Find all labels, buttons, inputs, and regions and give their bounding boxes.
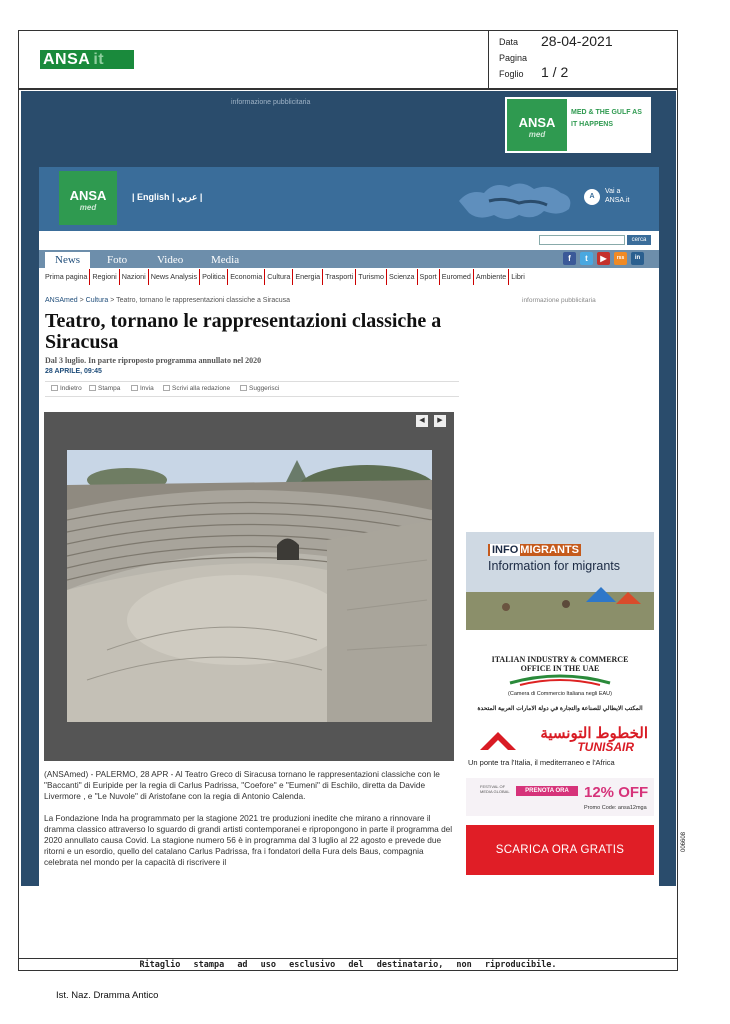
- tab-video[interactable]: Video: [157, 254, 184, 266]
- nav-scienza[interactable]: Scienza: [387, 269, 418, 285]
- tunisair-slogan: Un ponte tra l'Italia, il mediterraneo e l'Africa: [468, 758, 615, 767]
- nav-regioni[interactable]: Regioni: [90, 269, 119, 285]
- infomigrants-tagline: Information for migrants: [488, 559, 621, 573]
- web-page-clip: [21, 91, 676, 886]
- book-now-button[interactable]: PRENOTA ORA: [516, 786, 578, 796]
- back-icon: [51, 385, 58, 391]
- article-paragraph: (ANSAmed) - PALERMO, 28 APR - Al Teatro Greco di Siracusa tornano le rappresentazioni classiche con le "Baccanti" di Euripide per la regia di Carlus Padrissa, "Coefore" e "Eumeni" di Eschilo, diretta da Davide Livermore , e "Le Nuvole" di Aristofane con la regia di Antonio Calenda.: [44, 769, 440, 801]
- sidebar: [464, 289, 659, 886]
- nav-libri[interactable]: Libri: [511, 272, 525, 281]
- article-subtitle: Dal 3 luglio. In parte riproposto programma annullato nel 2020: [45, 356, 262, 365]
- side-code: 006608: [681, 831, 687, 852]
- discount-label: 12% OFF: [584, 784, 649, 801]
- ansamed-ad[interactable]: [505, 97, 651, 153]
- clipping-header: [18, 30, 678, 89]
- article: [39, 289, 459, 886]
- chamber-logo-icon: [500, 673, 620, 687]
- source-label: Ist. Naz. Dramma Antico: [56, 990, 159, 1001]
- main-tabs: [39, 250, 659, 268]
- chamber-subtitle: OFFICE IN THE UAE: [520, 664, 600, 673]
- article-paragraph: La Fondazione Inda ha programmato per la stagione 2021 tre produzioni inedite che mirano a rinnovare il dramma classico attraverso lo sguardo di grandi artisti contemporanei e ripropongono in parte il programma del 2020 annullato causa Covid. La stagione numero 56 è in programma dal 3 luglio al 22 agosto e prevede due ritorni e un esordio, quello del catalano Carlus Padrissa, fra i fondatori della Fura dels Baus, compagnia celebrata nel mondo per la capacità di riscrivere il: [44, 813, 453, 867]
- chamber-arabic-name: المكتب الايطالي للصناعة والتجارة في دولة الامارات العربية المتحدة: [477, 706, 643, 712]
- breadcrumb: ANSAmed > Cultura > Teatro, tornano le rappresentazioni classiche a Siracusa: [45, 297, 291, 304]
- breadcrumb-cultura[interactable]: Cultura: [85, 297, 109, 304]
- vai-ansa-link[interactable]: Vai a ANSA.it: [605, 188, 630, 204]
- page-label: Pagina: [499, 53, 528, 63]
- clipping-meta: [497, 31, 677, 88]
- ansamed-ad-logo: ANSA med: [507, 99, 567, 151]
- tab-news[interactable]: News: [45, 252, 90, 268]
- language-switch[interactable]: | English | عربي |: [132, 192, 203, 202]
- infomigrants-logo: INFO MIGRANTS: [488, 544, 581, 556]
- breadcrumb-current: Teatro, tornano le rappresentazioni classiche a Siracusa: [116, 297, 291, 304]
- chamber-title: ITALIAN INDUSTRY & COMMERCE: [491, 655, 629, 664]
- italian-chamber-ad[interactable]: [466, 637, 654, 719]
- ad-label-top: informazione pubblicitaria: [231, 99, 311, 106]
- nav-nazioni[interactable]: Nazioni: [120, 269, 149, 285]
- gallery-prev-button[interactable]: ◀: [416, 415, 428, 427]
- tool-print[interactable]: Stampa: [89, 385, 120, 392]
- suggest-icon: [240, 385, 247, 391]
- tab-media[interactable]: Media: [211, 254, 240, 266]
- tool-write-editors[interactable]: Scrivi alla redazione: [163, 385, 230, 392]
- clipping-header-left: [19, 31, 489, 88]
- tool-suggest[interactable]: Suggerisci: [240, 385, 279, 392]
- breadcrumb-ansamed[interactable]: ANSAmed: [45, 297, 78, 304]
- festival-ad[interactable]: [466, 778, 654, 816]
- promo-code: Promo Code: ansa12mga: [584, 805, 647, 811]
- facebook-icon[interactable]: f: [563, 252, 576, 265]
- chamber-italian-name: (Camera di Commercio Italiana negli EAU): [508, 691, 612, 697]
- tunisair-arabic: الخطوط التونسية: [540, 725, 648, 742]
- festival-logo: FESTIVAL OF MEDIA GLOBAL: [480, 784, 510, 794]
- article-tools: [45, 381, 459, 397]
- sheet-value: 1 / 2: [541, 64, 569, 80]
- tunisair-ad[interactable]: [466, 722, 654, 770]
- mail-icon: [131, 385, 138, 391]
- nav-cultura[interactable]: Cultura: [265, 269, 293, 285]
- rss-icon[interactable]: rss: [614, 252, 627, 265]
- ad-label-side: informazione pubblicitaria: [522, 297, 596, 304]
- pen-icon: [163, 385, 170, 391]
- nav-sport[interactable]: Sport: [418, 269, 440, 285]
- ansa-it-icon[interactable]: A: [584, 189, 600, 205]
- nav-politica[interactable]: Politica: [200, 269, 228, 285]
- article-title: Teatro, tornano le rappresentazioni classiche a Siracusa: [45, 310, 442, 353]
- youtube-icon[interactable]: ▶: [597, 252, 610, 265]
- tab-foto[interactable]: Foto: [107, 254, 128, 266]
- nav-prima-pagina[interactable]: Prima pagina: [39, 269, 90, 285]
- date-label: Data: [499, 37, 519, 47]
- nav-energia[interactable]: Energia: [293, 269, 323, 285]
- site-banner: [39, 167, 659, 231]
- nav-trasporti[interactable]: Trasporti: [323, 269, 356, 285]
- tool-send[interactable]: Invia: [131, 385, 154, 392]
- tunisair-brand: TUNISAIR: [577, 740, 634, 754]
- tunisair-gazelle-icon: [478, 726, 518, 756]
- ansamed-ad-text: MED & THE GULF AS IT HAPPENS: [571, 109, 642, 128]
- infomigrants-ad[interactable]: [466, 532, 654, 630]
- date-value: 28-04-2021: [541, 33, 613, 49]
- linkedin-icon[interactable]: in: [631, 252, 644, 265]
- ansa-logo: ANSA it: [40, 50, 134, 69]
- nav-turismo[interactable]: Turismo: [356, 269, 387, 285]
- article-body: [44, 769, 454, 879]
- article-date: 28 APRILE, 09:45: [45, 368, 102, 375]
- greek-theatre-photo: [67, 450, 432, 722]
- nav-economia[interactable]: Economia: [228, 269, 265, 285]
- print-icon: [89, 385, 96, 391]
- search-input[interactable]: [539, 235, 625, 245]
- tool-back[interactable]: Indietro: [51, 385, 82, 392]
- photo-gallery: [44, 412, 454, 761]
- mediterranean-map-icon: [449, 171, 579, 227]
- sheet-label: Foglio: [499, 69, 524, 79]
- search-button[interactable]: cerca: [627, 235, 651, 245]
- gallery-next-button[interactable]: ▶: [434, 415, 446, 427]
- ansamed-logo[interactable]: ANSA med: [59, 171, 117, 225]
- twitter-icon[interactable]: t: [580, 252, 593, 265]
- clipping-disclaimer: Ritaglio stampa ad uso esclusivo del destinatario, non riproducibile.: [18, 958, 678, 971]
- download-free-ad[interactable]: SCARICA ORA GRATIS: [466, 825, 654, 875]
- nav-ambiente[interactable]: Ambiente: [474, 269, 509, 285]
- search-row: [39, 231, 659, 249]
- nav-euromed[interactable]: Euromed: [440, 269, 474, 285]
- nav-news-analysis[interactable]: News Analysis: [149, 269, 200, 285]
- section-nav: [39, 269, 659, 285]
- page-content: [39, 231, 659, 886]
